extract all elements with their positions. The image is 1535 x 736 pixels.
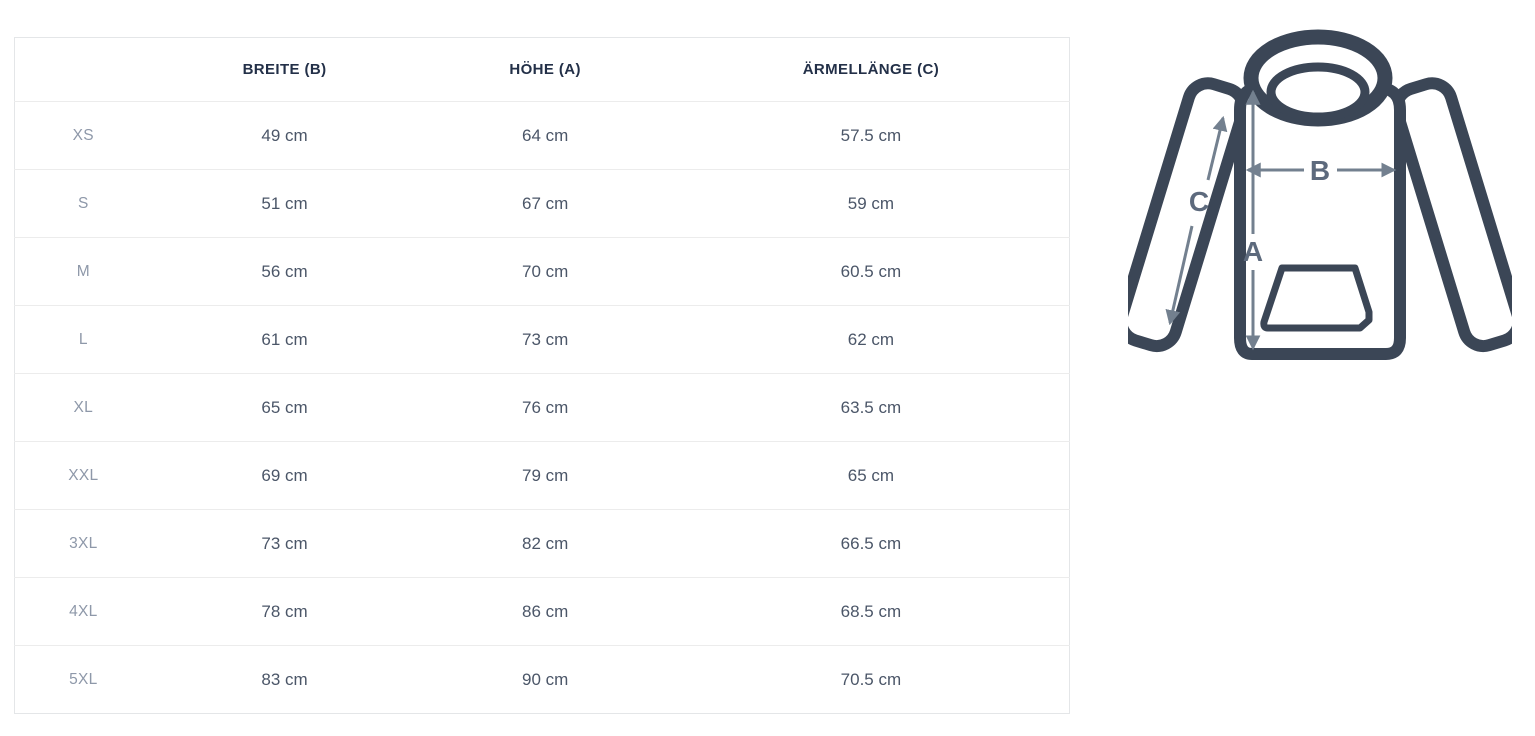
breite-value: 78 cm — [152, 578, 418, 646]
hoodie-pocket — [1264, 268, 1369, 328]
hoehe-value: 76 cm — [418, 374, 673, 442]
hoodie-diagram — [1128, 18, 1512, 382]
aermellaenge-value: 68.5 cm — [673, 578, 1070, 646]
table-row — [15, 510, 1070, 578]
aermellaenge-value: 63.5 cm — [673, 374, 1070, 442]
table-row — [15, 442, 1070, 510]
label-a: A — [1242, 236, 1264, 267]
breite-value: 51 cm — [152, 170, 418, 238]
hoehe-value: 70 cm — [418, 238, 673, 306]
size-label: 5XL — [15, 646, 152, 714]
label-c: C — [1188, 186, 1210, 217]
breite-value: 83 cm — [152, 646, 418, 714]
hoehe-value: 67 cm — [418, 170, 673, 238]
table-row — [15, 102, 1070, 170]
hoehe-value: 64 cm — [418, 102, 673, 170]
size-label: XS — [15, 102, 152, 170]
aermellaenge-value: 59 cm — [673, 170, 1070, 238]
col-header-aermellaenge: ÄRMELLÄNGE (C) — [673, 38, 1070, 102]
size-label: 4XL — [15, 578, 152, 646]
col-header-hoehe: HÖHE (A) — [418, 38, 673, 102]
hoodie-measurement-figure — [1128, 18, 1512, 382]
breite-value: 69 cm — [152, 442, 418, 510]
size-chart-table — [14, 37, 1070, 714]
table-row — [15, 374, 1070, 442]
table-row — [15, 170, 1070, 238]
aermellaenge-value: 57.5 cm — [673, 102, 1070, 170]
breite-value: 49 cm — [152, 102, 418, 170]
size-chart — [14, 37, 1070, 714]
hoehe-value: 86 cm — [418, 578, 673, 646]
hoodie-hood-inner — [1271, 67, 1365, 117]
aermellaenge-value: 66.5 cm — [673, 510, 1070, 578]
aermellaenge-value: 70.5 cm — [673, 646, 1070, 714]
aermellaenge-value: 62 cm — [673, 306, 1070, 374]
hoehe-value: 79 cm — [418, 442, 673, 510]
table-row — [15, 578, 1070, 646]
table-row — [15, 306, 1070, 374]
col-header-breite: BREITE (B) — [152, 38, 418, 102]
size-label: 3XL — [15, 510, 152, 578]
breite-value: 73 cm — [152, 510, 418, 578]
breite-value: 56 cm — [152, 238, 418, 306]
hoehe-value: 82 cm — [418, 510, 673, 578]
hoehe-value: 73 cm — [418, 306, 673, 374]
breite-value: 65 cm — [152, 374, 418, 442]
hoodie-right-sleeve — [1392, 78, 1512, 351]
size-label: XXL — [15, 442, 152, 510]
col-header-size — [15, 38, 152, 102]
aermellaenge-value: 65 cm — [673, 442, 1070, 510]
size-label: S — [15, 170, 152, 238]
table-row — [15, 646, 1070, 714]
label-b: B — [1309, 155, 1331, 186]
size-label: L — [15, 306, 152, 374]
header-row — [15, 38, 1070, 102]
size-label: XL — [15, 374, 152, 442]
size-label: M — [15, 238, 152, 306]
breite-value: 61 cm — [152, 306, 418, 374]
aermellaenge-value: 60.5 cm — [673, 238, 1070, 306]
table-row — [15, 238, 1070, 306]
hoehe-value: 90 cm — [418, 646, 673, 714]
